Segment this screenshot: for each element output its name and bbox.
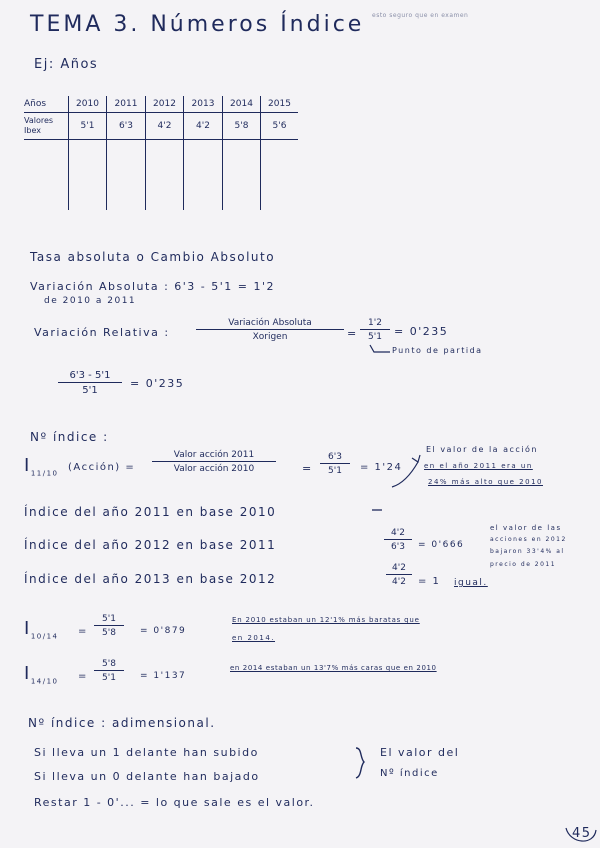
table-cell: 5'6 [261,113,299,140]
rule-line: Si lleva un 0 delante han bajado [34,770,260,783]
table-cell: 4'2 [146,113,184,140]
note-2012-line: acciones en 2012 [490,536,567,543]
fraction-numerator: 5'1 [94,614,124,626]
fraction-denominator: 4'2 [392,577,406,587]
result-2012: = 0'666 [418,540,465,550]
note-2013: igual. [454,578,488,588]
row-label-line: Valores [24,116,54,125]
index-symbol [24,455,59,478]
row-label [24,113,69,140]
table-cell: 5'8 [223,113,261,140]
relative-label: Variación Relativa : [34,326,170,339]
fraction-numerator: Valor acción 2011 [152,450,276,462]
relative-result: = 0'235 [394,325,449,338]
accion-note-line: 24% más alto que 2010 [428,478,543,486]
table-cell-empty [261,140,299,211]
fraction-denominator: 5'1 [82,385,98,396]
table-header-cell: 2011 [107,96,146,113]
ibex-table [24,96,298,210]
fraction-numerator: 6'3 - 5'1 [58,370,122,383]
table-header-cell: 2010 [69,96,107,113]
index-2013-line: Índice del año 2013 en base 2012 [24,572,277,586]
absolute-years: de 2010 a 2011 [44,296,137,306]
fraction-numerator: 5'8 [94,659,124,671]
relative-fraction [196,318,344,342]
table-cell-empty [223,140,261,211]
index-symbol-2 [24,618,59,641]
brace-note-line: Nº índice [380,768,439,779]
dimensionless-heading: Nº índice : adimensional. [28,716,216,730]
index-symbol-3 [24,663,59,686]
note-10-14-line: en 2014. [232,634,276,642]
fraction-denominator: 5'1 [102,673,116,683]
table-cell-empty [107,140,146,211]
note-14-10: en 2014 estaban un 13'7% más caras que en 2010 [230,664,437,672]
equals-sign: = [78,671,88,682]
absolute-line: Variación Absoluta : 6'3 - 5'1 = 1'2 [30,280,276,293]
fraction-2012 [384,528,412,552]
accion-note-line: en el año 2011 era un [424,462,533,470]
index-subscript: 11/10 [30,469,59,478]
index-result: = 1'24 [360,462,403,473]
fraction-denominator: 5'8 [102,628,116,638]
index-2012-line: Índice del año 2012 en base 2011 [24,538,277,552]
brace [356,748,364,778]
result-2013: = 1 [418,576,441,587]
row-label-line: Ibex [24,126,41,135]
example-label: Ej: Años [34,57,99,72]
index-subscript: 10/14 [30,632,59,641]
table-header-row [24,96,298,113]
table-row [24,113,298,140]
arrow-punto-partida [370,345,390,352]
corner-note: esto seguro que en examen [372,12,469,19]
index-heading: Nº índice : [30,430,109,444]
fraction-denominator: 5'1 [368,332,382,342]
equals-sign: = [302,462,313,475]
punto-partida-note: Punto de partida [392,346,483,355]
accion-note-line: El valor de la acción [426,445,539,454]
table-cell-empty [184,140,223,211]
fraction-numerator: 4'2 [384,528,412,540]
rule-line: Restar 1 - 0'... = lo que sale es el valor. [34,796,315,809]
table-empty-row [24,140,298,211]
page-number: 45 [572,826,592,841]
relative-calc-result: = 0'235 [130,377,185,390]
result-14-10: = 1'137 [140,671,187,681]
table-cell-empty [24,140,69,211]
table-header-cell: 2014 [223,96,261,113]
note-10-14-line: En 2010 estaban un 12'1% más baratas que [232,616,420,624]
table-header-cell: Años [24,96,69,113]
fraction-14-10 [94,659,124,683]
index-2011-line: Índice del año 2011 en base 2010 [24,505,277,519]
table-cell: 4'2 [184,113,223,140]
equals-sign: = [347,327,358,340]
fraction-2013 [386,563,412,587]
accion-label: (Acción) = [68,462,136,473]
equals-sign: = [78,626,88,637]
arrowhead-note-accion [412,455,420,462]
page-title: TEMA 3. Números Índice [30,12,365,37]
index-letter: I [24,663,31,684]
fraction-numerator: Variación Absoluta [196,318,344,330]
relative-fraction-values [360,318,390,342]
fraction-10-14 [94,614,124,638]
fraction-denominator: Xorigen [252,332,288,342]
result-10-14: = 0'879 [140,626,187,636]
relative-calc-fraction [58,370,122,396]
index-subscript: 14/10 [30,677,59,686]
fraction-denominator: 5'1 [328,466,342,476]
index-letter: I [24,618,31,639]
table-cell-empty [146,140,184,211]
table-header-cell: 2015 [261,96,299,113]
table-header-cell: 2013 [184,96,223,113]
index-fraction [152,450,276,474]
absolute-heading: Tasa absoluta o Cambio Absoluto [30,250,276,264]
fraction-numerator: 1'2 [360,318,390,330]
table-cell: 5'1 [69,113,107,140]
brace-note-line: El valor del [380,746,460,759]
fraction-denominator: Valor acción 2010 [173,464,255,474]
table-cell: 6'3 [107,113,146,140]
note-2012-line: precio de 2011 [490,561,557,568]
fraction-denominator: 6'3 [391,542,405,552]
note-2012-line: el valor de las [490,524,562,532]
note-2012-line: bajaron 33'4% al [490,548,565,555]
fraction-numerator: 4'2 [386,563,412,575]
rule-line: Si lleva un 1 delante han subido [34,746,259,759]
index-letter: I [24,455,31,476]
table-header-cell: 2012 [146,96,184,113]
index-value-fraction [320,452,350,476]
fraction-numerator: 6'3 [320,452,350,464]
table-cell-empty [69,140,107,211]
